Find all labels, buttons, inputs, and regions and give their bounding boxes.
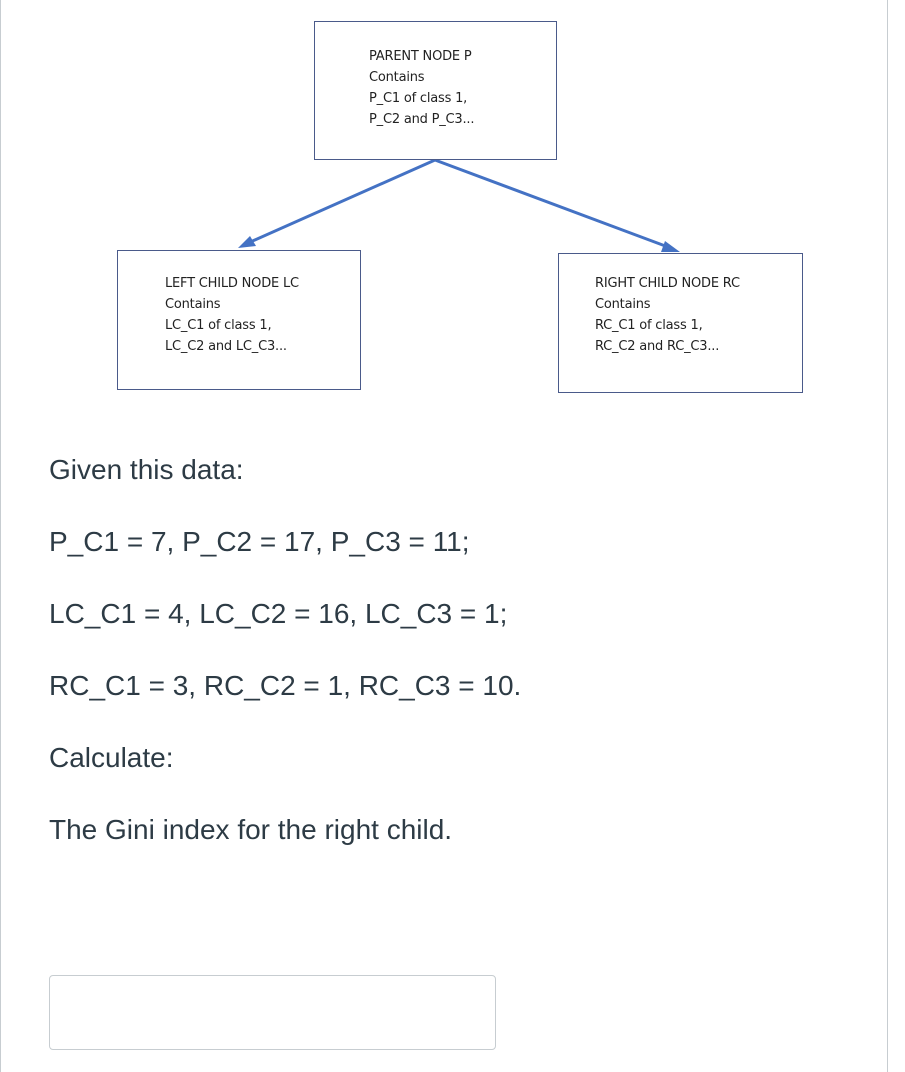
left-child-values: LC_C1 = 4, LC_C2 = 16, LC_C3 = 1; bbox=[49, 598, 508, 629]
right-node-line1: RC_C1 of class 1, bbox=[595, 318, 703, 333]
right-node-contains: Contains bbox=[595, 297, 651, 312]
arrow-to-left-child bbox=[248, 160, 435, 243]
left-child-node-box bbox=[117, 250, 361, 390]
right-child-node-box bbox=[558, 253, 803, 393]
answer-input[interactable] bbox=[49, 975, 496, 1050]
left-node-contains: Contains bbox=[165, 297, 221, 312]
parent-node-box bbox=[314, 21, 557, 160]
parent-node-line2: P_C2 and P_C3... bbox=[369, 112, 475, 127]
parent-node-line1: P_C1 of class 1, bbox=[369, 91, 468, 106]
parent-node-contains: Contains bbox=[369, 70, 425, 85]
calculate-heading: Calculate: bbox=[49, 742, 174, 773]
right-node-title: RIGHT CHILD NODE RC bbox=[595, 276, 740, 291]
given-heading: Given this data: bbox=[49, 454, 244, 485]
parent-node-title: PARENT NODE P bbox=[369, 49, 472, 64]
parent-values: P_C1 = 7, P_C2 = 17, P_C3 = 11; bbox=[49, 526, 470, 557]
left-node-title: LEFT CHILD NODE LC bbox=[165, 276, 299, 291]
arrow-to-right-child bbox=[435, 160, 668, 247]
task-statement: The Gini index for the right child. bbox=[49, 814, 453, 845]
right-child-values: RC_C1 = 3, RC_C2 = 1, RC_C3 = 10. bbox=[49, 670, 522, 701]
tree-diagram bbox=[0, 0, 888, 410]
right-node-line2: RC_C2 and RC_C3... bbox=[595, 339, 720, 354]
left-node-line1: LC_C1 of class 1, bbox=[165, 318, 272, 333]
left-node-line2: LC_C2 and LC_C3... bbox=[165, 339, 287, 354]
arrowhead-left-icon bbox=[238, 236, 256, 248]
arrowhead-right-icon bbox=[661, 241, 680, 252]
